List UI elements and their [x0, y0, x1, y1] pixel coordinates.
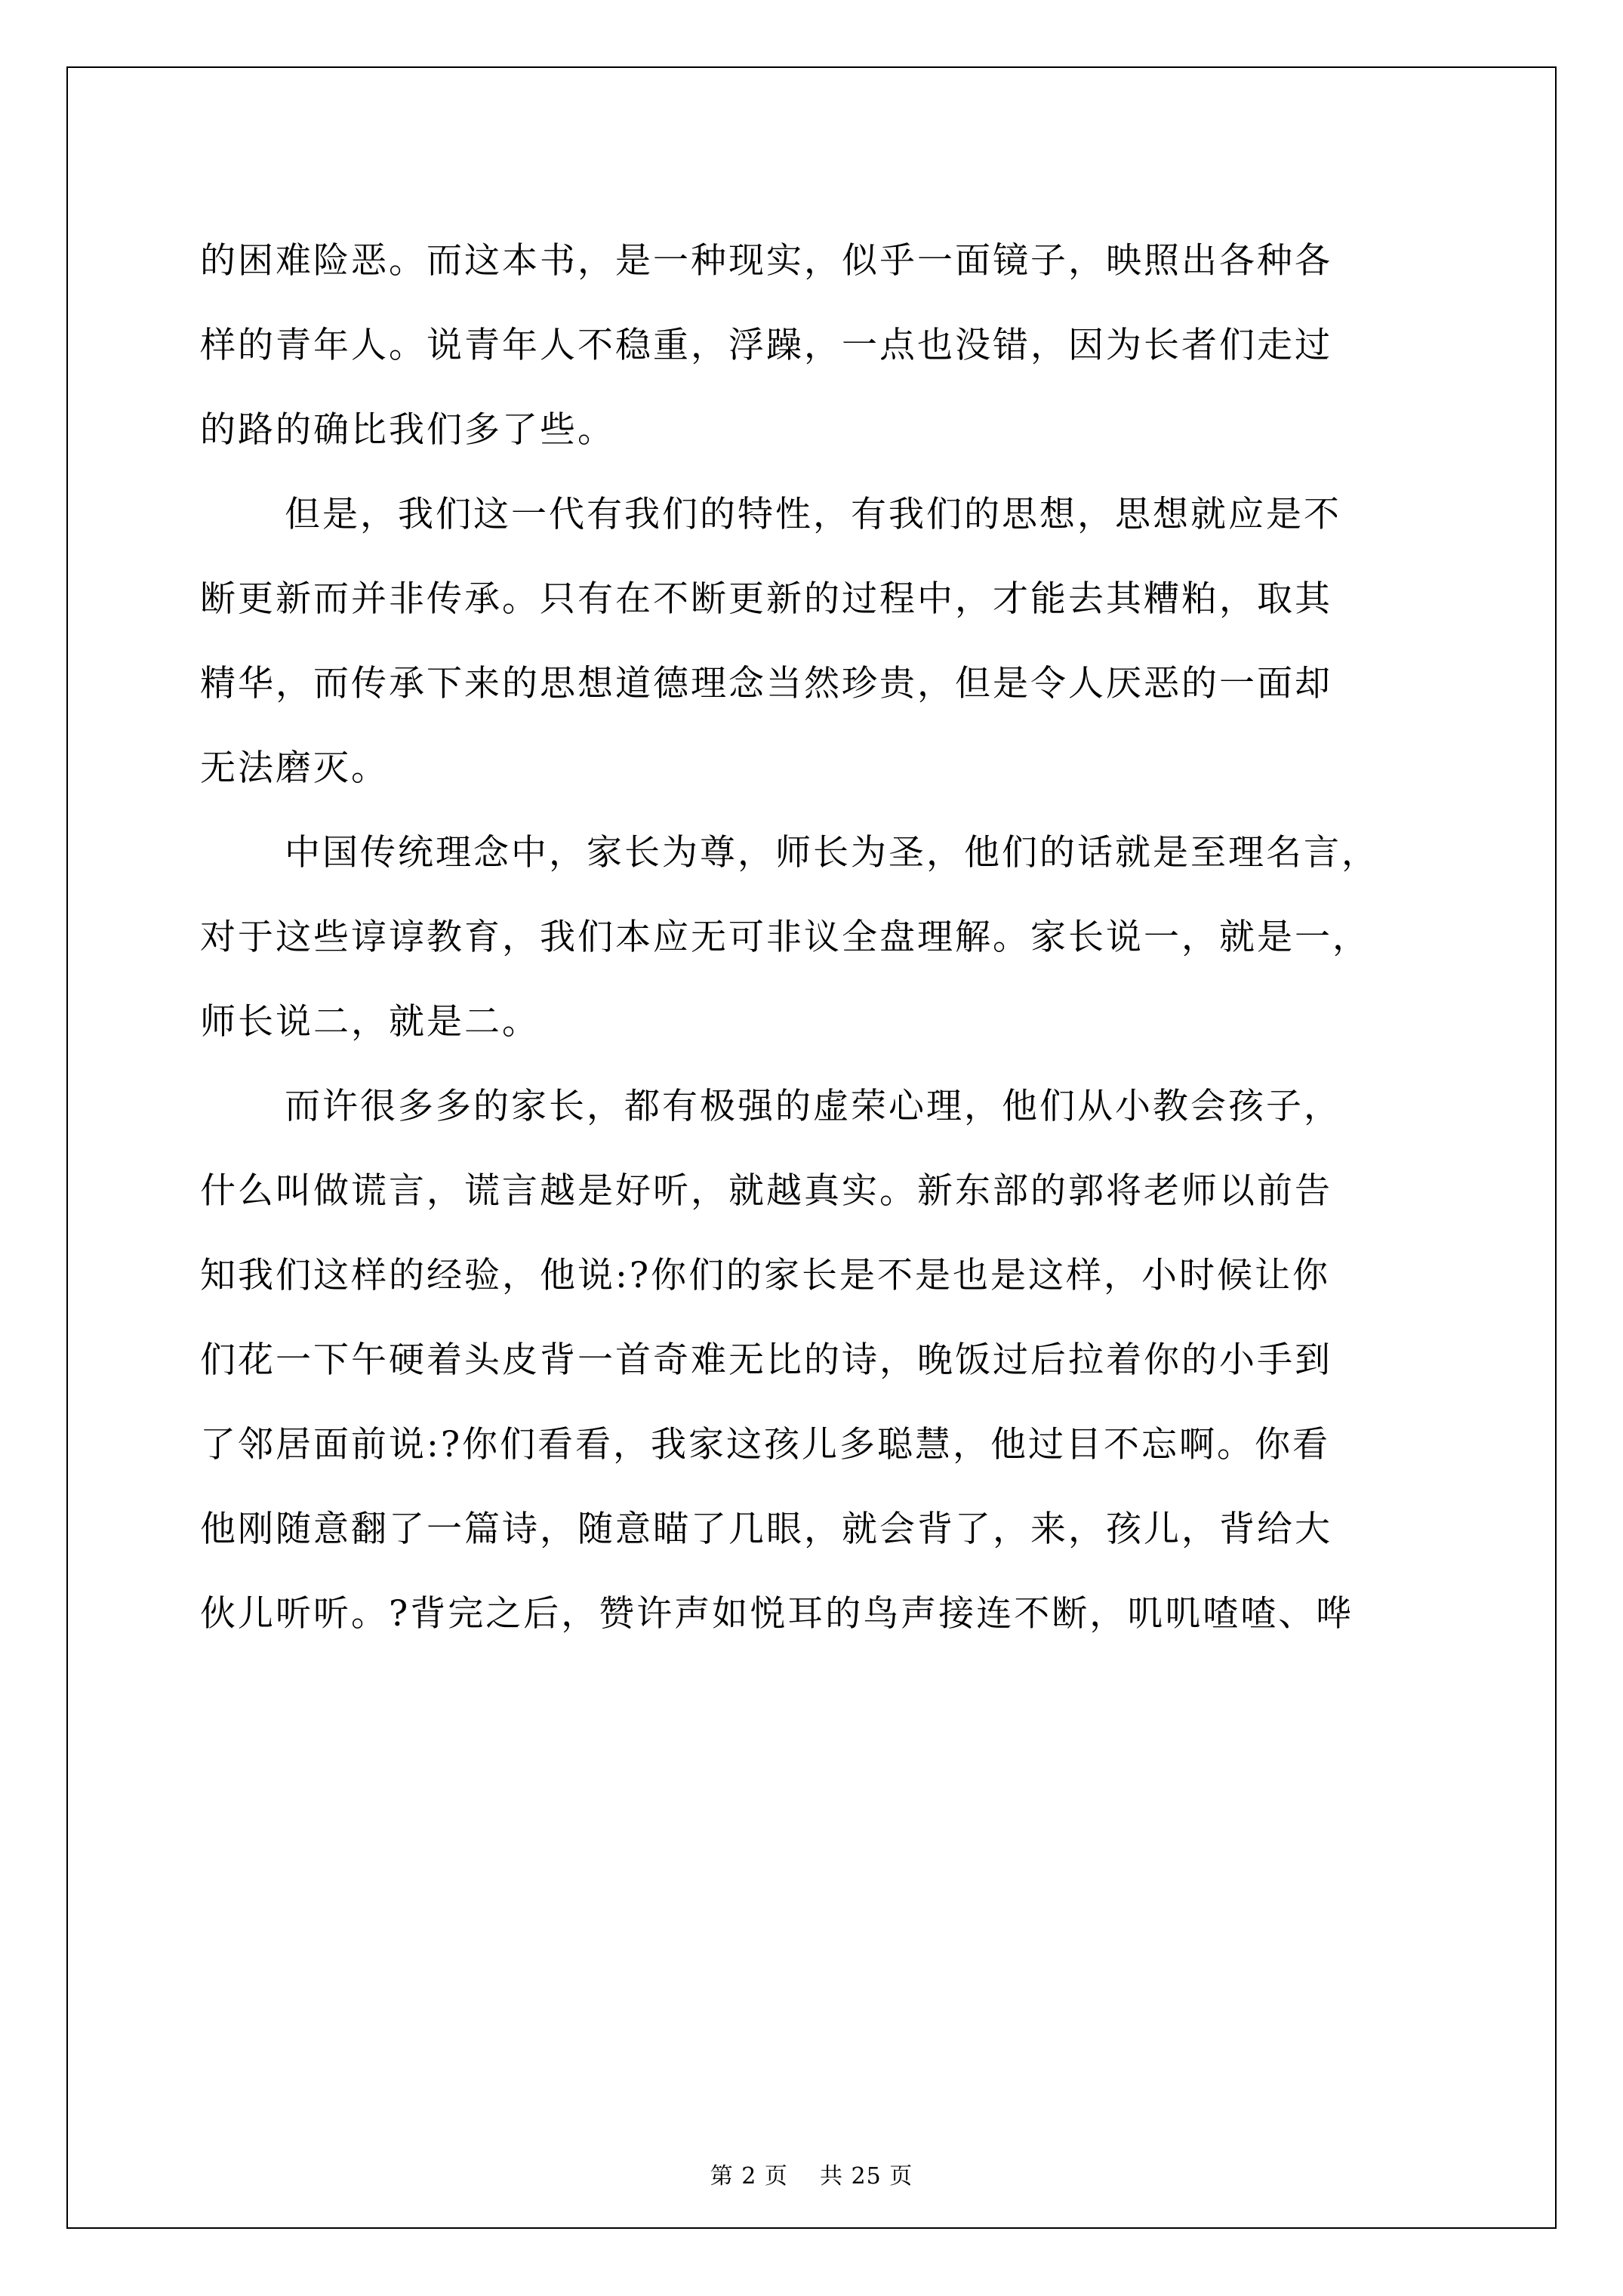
text-line: 无法磨灭。 — [200, 747, 389, 789]
text-line: 的困难险恶。而这本书，是一种现实，似乎一面镜子，映照出各种各 — [200, 240, 1332, 282]
text-line: 什么叫做谎言，谎言越是好听，就越真实。新东部的郭将老师以前告 — [200, 1170, 1332, 1212]
text-line: 伙儿听听。?背完之后，赞许声如悦耳的鸟声接连不断，叽叽喳喳、哗 — [200, 1593, 1354, 1635]
paragraph-start-line: 而许很多多的家长，都有极强的虚荣心理，他们从小教会孩子， — [285, 1086, 1341, 1127]
text-line: 师长说二，就是二。 — [200, 1001, 540, 1043]
text-line: 的路的确比我们多了些。 — [200, 409, 615, 451]
text-line: 断更新而并非传承。只有在不断更新的过程中，才能去其糟粕，取其 — [200, 578, 1332, 620]
paragraph-start-line: 中国传统理念中，家长为尊，师长为圣，他们的话就是至理名言， — [285, 832, 1379, 874]
text-line: 他刚随意翻了一篇诗，随意瞄了几眼，就会背了，来，孩儿，背给大 — [200, 1509, 1332, 1550]
text-line: 知我们这样的经验，他说:?你们的家长是不是也是这样，小时候让你 — [200, 1255, 1331, 1296]
text-line: 样的青年人。说青年人不稳重，浮躁，一点也没错，因为长者们走过 — [200, 325, 1332, 366]
text-line: 精华，而传承下来的思想道德理念当然珍贵，但是令人厌恶的一面却 — [200, 663, 1332, 704]
text-line: 了邻居面前说:?你们看看，我家这孩儿多聪慧，他过目不忘啊。你看 — [200, 1424, 1331, 1465]
document-body — [200, 219, 1432, 1657]
page-number-footer: 第 2 页 共 25 页 — [710, 2163, 913, 2190]
paragraph-start-line: 但是，我们这一代有我们的特性，有我们的思想，思想就应是不 — [285, 494, 1341, 535]
text-line: 对于这些谆谆教育，我们本应无可非议全盘理解。家长说一，就是一， — [200, 917, 1370, 958]
text-line: 们花一下午硬着头皮背一首奇难无比的诗，晚饭过后拉着你的小手到 — [200, 1339, 1332, 1381]
